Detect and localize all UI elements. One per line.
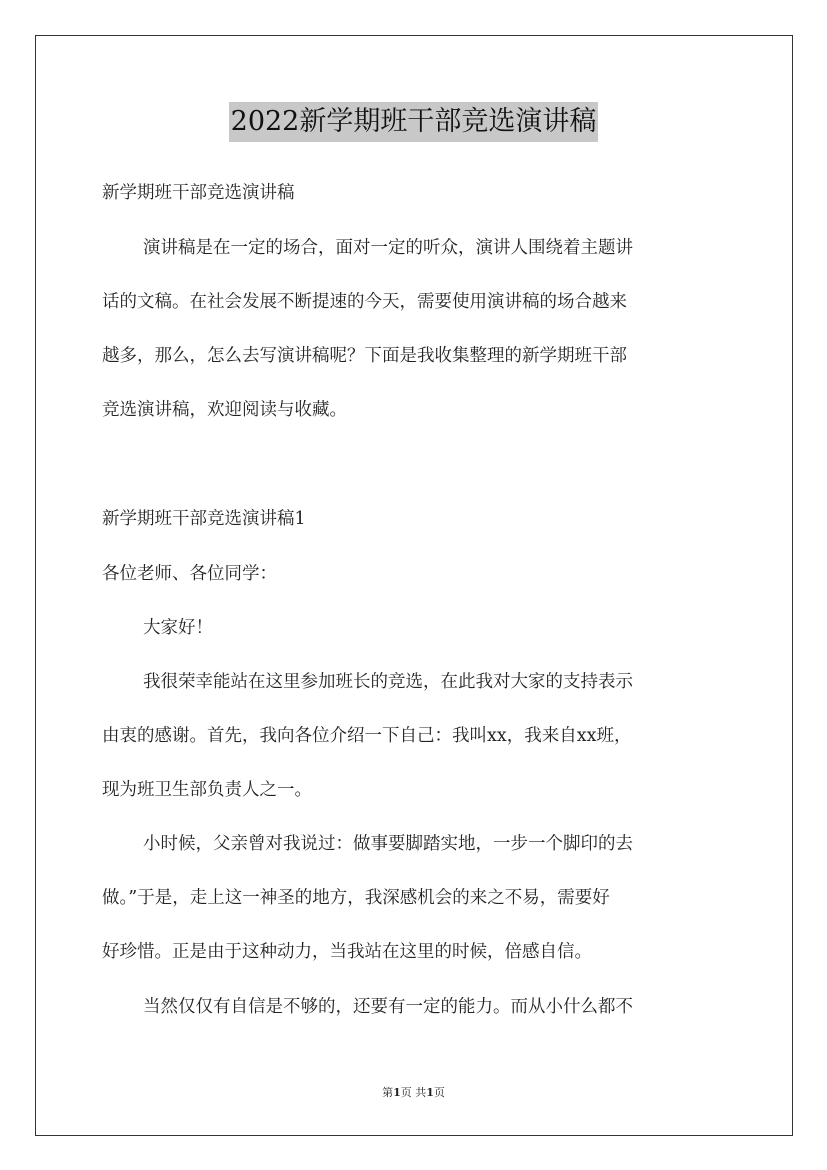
para3-line-1: 当然仅仅有自信是不够的，还要有一定的能力。而从小什么都不 xyxy=(143,997,633,1017)
subtitle: 新学期班干部竞选演讲稿 xyxy=(102,183,295,203)
footer-suffix: 页 xyxy=(433,1086,445,1099)
greeting: 大家好！ xyxy=(143,618,213,638)
para1-line-3: 现为班卫生部负责人之一。 xyxy=(102,780,312,800)
intro-line-3: 越多，那么，怎么去写演讲稿呢？下面是我收集整理的新学期班干部 xyxy=(102,346,627,366)
footer-mid: 页 共 xyxy=(400,1086,427,1099)
para2-line-3: 好珍惜。正是由于这种动力，当我站在这里的时候，倍感自信。 xyxy=(102,942,592,962)
document-title: 2022新学期班干部竞选演讲稿 xyxy=(229,102,599,142)
footer-prefix: 第 xyxy=(382,1086,394,1099)
para1-line-2: 由衷的感谢。首先，我向各位介绍一下自己：我叫xx，我来自xx班， xyxy=(102,726,632,746)
para2-line-1: 小时候，父亲曾对我说过：做事要脚踏实地，一步一个脚印的去 xyxy=(143,834,633,854)
section-heading: 新学期班干部竞选演讲稿1 xyxy=(102,509,306,529)
intro-line-2: 话的文稿。在社会发展不断提速的今天，需要使用演讲稿的场合越来 xyxy=(102,292,627,312)
intro-line-1: 演讲稿是在一定的场合，面对一定的听众，演讲人围绕着主题讲 xyxy=(143,238,633,258)
footer-page-total: 1 xyxy=(426,1086,434,1099)
salutation: 各位老师、各位同学： xyxy=(102,564,277,584)
para1-line-1: 我很荣幸能站在这里参加班长的竞选，在此我对大家的支持表示 xyxy=(143,672,633,692)
title-container xyxy=(0,102,827,142)
intro-line-4: 竞选演讲稿，欢迎阅读与收藏。 xyxy=(102,400,347,420)
para2-line-2: 做。”于是，走上这一神圣的地方，我深感机会的来之不易，需要好 xyxy=(102,888,610,908)
footer-page-number: 1 xyxy=(393,1086,401,1099)
page-footer xyxy=(0,1084,827,1100)
